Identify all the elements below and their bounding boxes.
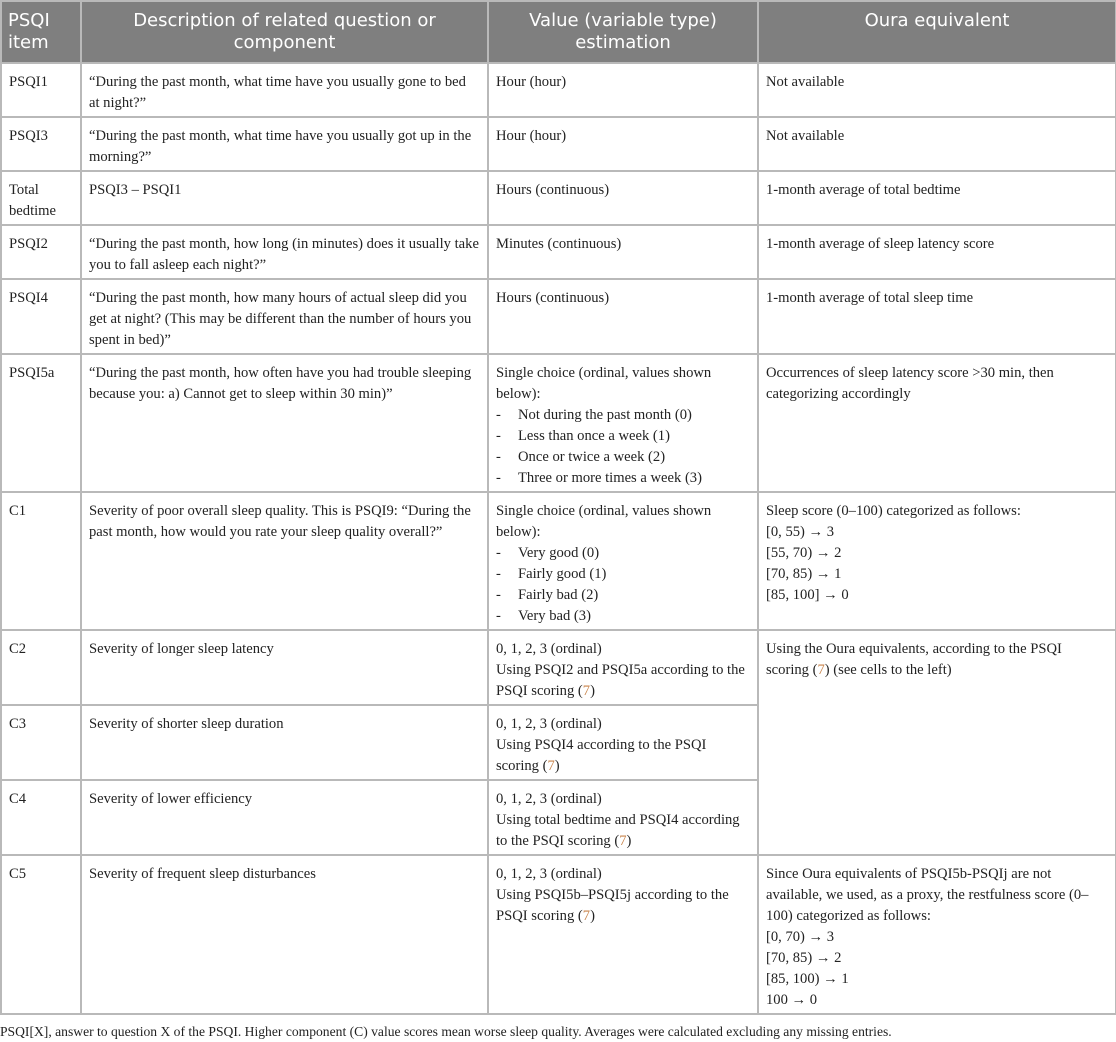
oura-cell: 1-month average of sleep latency score [758,225,1116,279]
value-note: Using PSQI2 and PSQI5a according to the PSQI scoring ( [496,662,745,699]
paren: ) [590,908,595,924]
category: [85, 100] → 0 [766,587,849,603]
value-text: 0, 1, 2, 3 (ordinal) [496,641,602,657]
value-cell [488,492,758,630]
reference-link[interactable]: 7 [582,908,591,924]
value-text: Single choice (ordinal, values shown below): [496,365,712,402]
value-text: 0, 1, 2, 3 (ordinal) [496,716,602,732]
value-note: Using PSQI5b–PSQI5j according to the PSQI scoring ( [496,887,729,924]
description-cell: “During the past month, what time have you usually got up in the morning?” [81,117,488,171]
category: [70, 85) → 1 [766,566,842,582]
item-cell: PSQI4 [1,279,81,354]
table-row [1,171,1116,225]
value-text: 0, 1, 2, 3 (ordinal) [496,791,602,807]
description-cell: Severity of lower efficiency [81,780,488,855]
table-row [1,354,1116,492]
value-cell: Hours (continuous) [488,171,758,225]
item-cell: C5 [1,855,81,1014]
value-note: Using total bedtime and PSQI4 according to the PSQI scoring ( [496,812,740,849]
oura-cell [758,492,1116,630]
reference-link[interactable]: 7 [582,683,591,699]
table-row [1,117,1116,171]
reference-link[interactable]: 7 [619,833,627,849]
oura-cell: Occurrences of sleep latency score >30 min, then categorizing accordingly [758,354,1116,492]
header-item: PSQI item [1,1,81,63]
oura-text: Using the Oura equivalents, according to the PSQI scoring ( [766,641,1062,678]
value-cell [488,705,758,780]
oura-text-after: ) (see cells to the left) [824,662,952,678]
table-footnote: PSQI[X], answer to question X of the PSQI. Higher component (C) value scores mean worse sleep quality. Averages were calculated excluding any missing entries. [0,1024,892,1039]
value-text: 0, 1, 2, 3 (ordinal) [496,866,602,882]
description-cell: Severity of frequent sleep disturbances [81,855,488,1014]
description-cell: “During the past month, how many hours of actual sleep did you get at night? (This may be different than the number of hours you spent in bed)” [81,279,488,354]
paren: ) [554,758,560,774]
option: - Fairly bad (2) [496,585,750,606]
option: - Not during the past month (0) [496,405,750,426]
item-cell: Total bedtime [1,171,81,225]
table-row [1,855,1116,1014]
item-cell: PSQI3 [1,117,81,171]
item-cell: C3 [1,705,81,780]
option: - Three or more times a week (3) [496,468,750,489]
item-cell: C4 [1,780,81,855]
category: 100 → 0 [766,992,818,1008]
value-cell [488,630,758,705]
value-note: Using PSQI4 according to the PSQI scoring ( [496,737,707,774]
option: - Very good (0) [496,543,750,564]
header-description: Description of related question or component [81,1,488,63]
header-value: Value (variable type) estimation [488,1,758,63]
reference-link[interactable]: 7 [547,758,555,774]
oura-text: Since Oura equivalents of PSQI5b-PSQIj are not available, we used, as a proxy, the restfulness score (0–100) categorized as follows: [766,866,1089,924]
category: [0, 55) → 3 [766,524,835,540]
value-text: Single choice (ordinal, values shown below): [496,503,712,540]
oura-cell: 1-month average of total sleep time [758,279,1116,354]
table-header [1,1,1116,63]
option: - Once or twice a week (2) [496,447,750,468]
category: [85, 100) → 1 [766,971,849,987]
item-cell: C2 [1,630,81,705]
oura-cell [758,855,1116,1014]
header-oura: Oura equivalent [758,1,1116,63]
option: - Fairly good (1) [496,564,750,585]
paren: ) [590,683,595,699]
category: [0, 70) → 3 [766,929,835,945]
category: [70, 85) → 2 [766,950,842,966]
paren: ) [626,833,632,849]
value-cell: Minutes (continuous) [488,225,758,279]
oura-cell [758,630,1116,855]
oura-cell: Not available [758,117,1116,171]
oura-cell: 1-month average of total bedtime [758,171,1116,225]
table-row [1,279,1116,354]
description-cell: “During the past month, what time have you usually gone to bed at night?” [81,63,488,117]
item-cell: PSQI2 [1,225,81,279]
value-cell [488,780,758,855]
description-cell: PSQI3 – PSQI1 [81,171,488,225]
oura-cell: Not available [758,63,1116,117]
description-cell: “During the past month, how often have you had trouble sleeping because you: a) Cannot get to sleep within 30 min)” [81,354,488,492]
table-row [1,630,1116,705]
item-cell: C1 [1,492,81,630]
description-cell: Severity of shorter sleep duration [81,705,488,780]
description-cell: Severity of poor overall sleep quality. This is PSQI9: “During the past month, how would you rate your sleep quality overall?” [81,492,488,630]
description-cell: “During the past month, how long (in minutes) does it usually take you to fall asleep each night?” [81,225,488,279]
item-cell: PSQI5a [1,354,81,492]
value-cell: Hours (continuous) [488,279,758,354]
description-cell: Severity of longer sleep latency [81,630,488,705]
category: [55, 70) → 2 [766,545,842,561]
item-cell: PSQI1 [1,63,81,117]
value-cell [488,855,758,1014]
reference-link[interactable]: 7 [817,662,825,678]
option: - Very bad (3) [496,606,750,627]
oura-text: Sleep score (0–100) categorized as follows: [766,503,1021,519]
table-row [1,225,1116,279]
table-row [1,492,1116,630]
value-cell: Hour (hour) [488,63,758,117]
table-row [1,63,1116,117]
option: - Less than once a week (1) [496,426,750,447]
value-cell: Hour (hour) [488,117,758,171]
value-cell [488,354,758,492]
